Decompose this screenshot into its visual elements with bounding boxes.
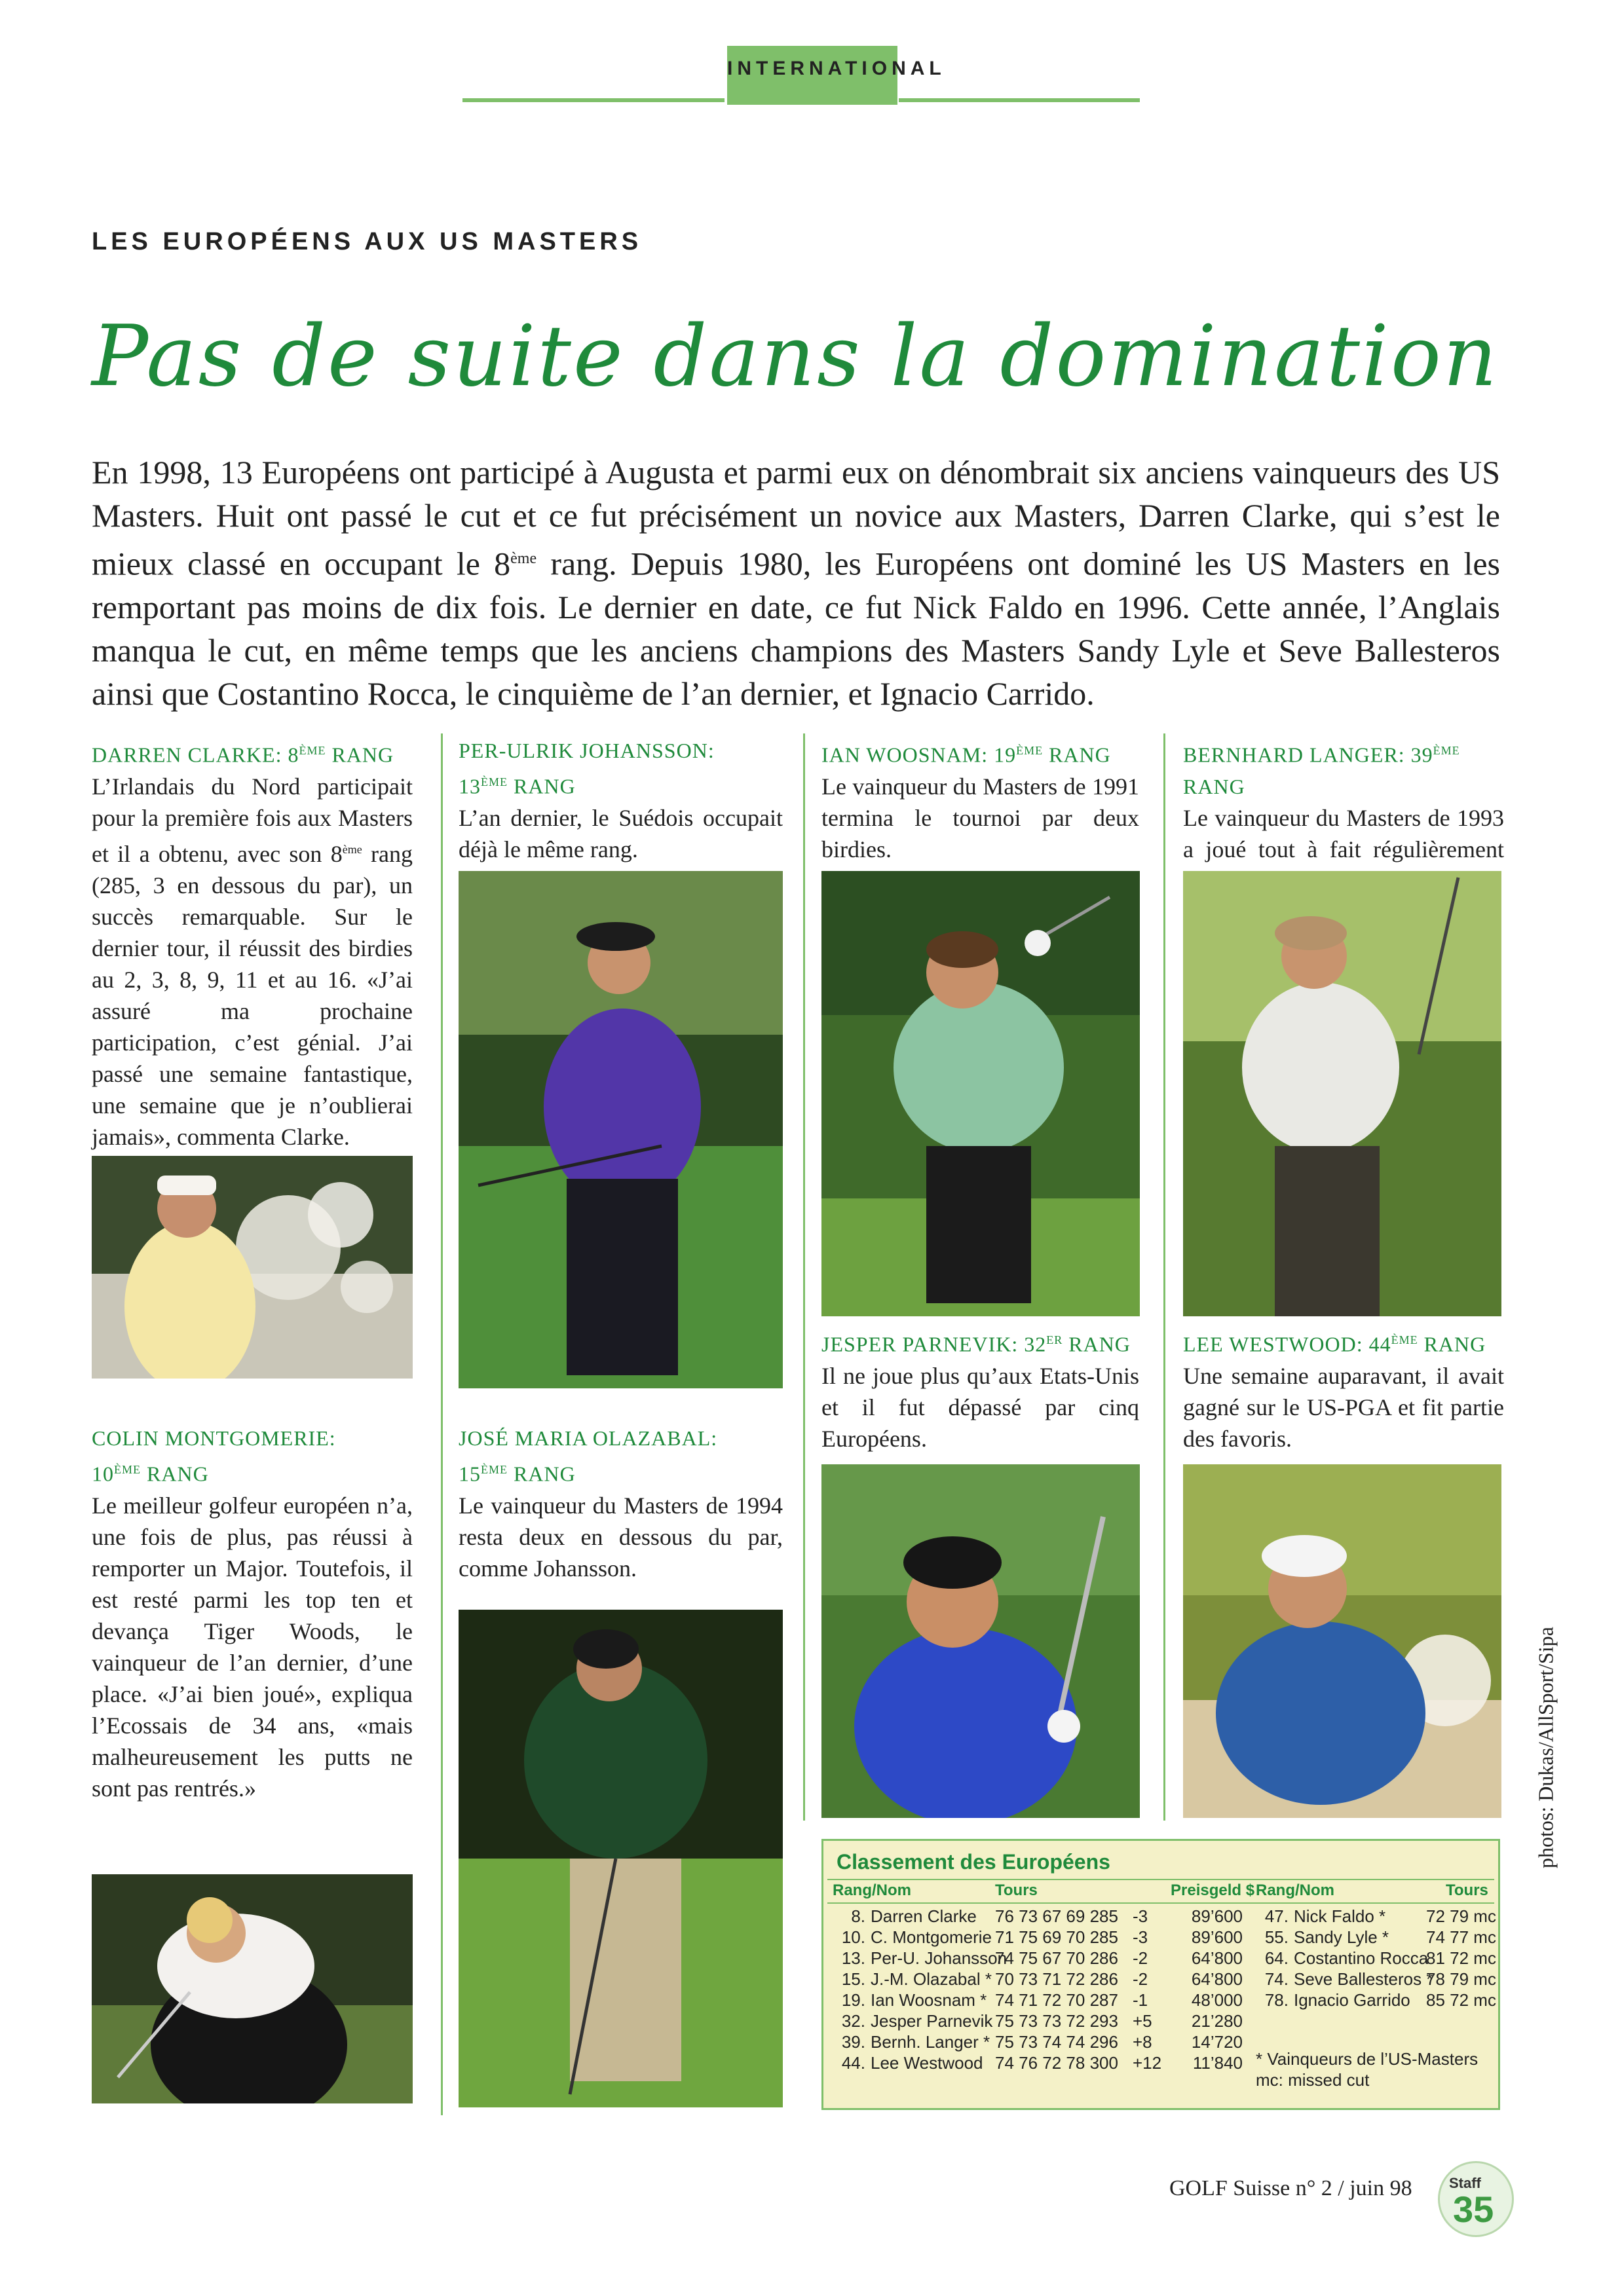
player-text-olazabal: Le vainqueur du Masters de 1994 resta deux en dessous du par, comme Johansson. bbox=[459, 1492, 783, 1582]
left-row-prize: 21’280 bbox=[1191, 2011, 1243, 2031]
right-row-rank: 74. bbox=[1264, 1969, 1289, 1989]
right-row-rank: 47. bbox=[1264, 1906, 1289, 1926]
photo-montgomerie bbox=[92, 1874, 413, 2103]
article-woosnam bbox=[821, 735, 1139, 865]
player-name-montgomerie: COLIN MONTGOMERIE: 10ÈME RANG bbox=[92, 1426, 336, 1486]
photo-credit: photos: Dukas/AllSport/Sipa bbox=[1534, 1627, 1558, 1868]
right-row-name: Seve Ballesteros * bbox=[1294, 1969, 1433, 1989]
column-divider bbox=[441, 733, 443, 2115]
left-row-tours: 74 76 72 78 300 bbox=[995, 2053, 1118, 2073]
left-row-par: -1 bbox=[1133, 1990, 1148, 2010]
player-text-johansson: L’an dernier, le Suédois occupait déjà le même rang. bbox=[459, 804, 783, 862]
player-text-parnevik: Il ne joue plus qu’aux Etats-Unis et il fut dépassé par cinq Européens. bbox=[821, 1362, 1139, 1452]
header-tours: Tours bbox=[995, 1881, 1038, 1899]
player-text-westwood: Une semaine auparavant, il avait gagné sur le US-PGA et fit partie des favoris. bbox=[1183, 1362, 1504, 1452]
lede-paragraph bbox=[92, 451, 1500, 715]
standings-head-rule bbox=[827, 1902, 1494, 1904]
standings-note-winners: * Vainqueurs de l’US-Masters bbox=[1256, 2049, 1479, 2069]
right-row-name: Costantino Rocca bbox=[1294, 1948, 1429, 1968]
left-row-name: Jesper Parnevik bbox=[871, 2011, 993, 2031]
left-row-prize: 64’800 bbox=[1191, 1969, 1243, 1989]
footer-issue: GOLF Suisse n° 2 / juin 98 bbox=[1169, 2176, 1412, 2200]
headline: Pas de suite dans la domination bbox=[92, 308, 1499, 405]
player-name-woosnam: IAN WOOSNAM: 19ÈME RANG bbox=[821, 743, 1111, 767]
right-row-name: Nick Faldo * bbox=[1294, 1906, 1386, 1926]
left-row-tours: 70 73 71 72 286 bbox=[995, 1969, 1118, 1989]
article-olazabal bbox=[459, 1422, 783, 1584]
page-badge bbox=[1438, 2161, 1514, 2237]
header-rule-right bbox=[899, 98, 1140, 102]
photo-johansson bbox=[459, 871, 783, 1388]
player-text-montgomerie: Le meilleur golfeur européen n’a, une fois de plus, pas réussi à remporter un Major. Toutefois, il est resté parmi les top ten et devança Tiger Woods, le vainqueur de l’an dernier, d’une place. «J’ai bien joué», expliqua l’Ecossais de 34 ans, «mais malheureusement les putts ne sont pas rentrés.» bbox=[92, 1492, 413, 1802]
left-row-prize: 48’000 bbox=[1191, 1990, 1243, 2010]
kicker: LES EUROPÉENS AUX US MASTERS bbox=[92, 228, 643, 255]
left-row-tours: 74 75 67 70 286 bbox=[995, 1948, 1118, 1968]
right-row-tours: 81 72 mc bbox=[1426, 1948, 1496, 1968]
standings-table bbox=[821, 1839, 1500, 2110]
player-name-parnevik: JESPER PARNEVIK: 32ER RANG bbox=[821, 1332, 1131, 1356]
left-row-par: +5 bbox=[1133, 2011, 1152, 2031]
lede-part2: rang. Depuis 1980, les Européens ont dominé les US Masters en les remportant pas moins de dix fois. Le dernier en date, ce fut Nick Faldo en 1996. Cette année, l’Anglais manqua le cut, en même temps que les anciens champions des Masters Sandy Lyle et Seve Ballesteros ainsi que Costantino Rocca, le cinquième de l’an dernier, et Ignacio Carrido. bbox=[92, 545, 1501, 712]
lede-sup: ème bbox=[510, 550, 537, 567]
right-row-name: Ignacio Garrido bbox=[1294, 1990, 1410, 2010]
left-row-prize: 14’720 bbox=[1191, 2032, 1243, 2052]
left-row-name: J.-M. Olazabal * bbox=[871, 1969, 992, 1989]
header-rang-nom-2: Rang/Nom bbox=[1256, 1881, 1334, 1899]
player-name-clarke: DARREN CLARKE: 8ÈME RANG bbox=[92, 743, 394, 767]
left-row-prize: 89’600 bbox=[1191, 1906, 1243, 1926]
player-text-clarke: L’Irlandais du Nord participait pour la première fois aux Masters et il a obtenu, avec son 8ème rang (285, 3 en dessous du par), un succès remarquable. Sur le dernier tour, il réussit des birdies au 2, 3, 8, 9, 11 et au 16. «J’ai assuré ma prochaine participation, c’est génial. J’ai passé une semaine fantastique, une semaine que je n’oublierai jamais», commenta Clarke. bbox=[92, 773, 413, 1150]
standings-title: Classement des Européens bbox=[837, 1850, 1110, 1874]
photo-parnevik bbox=[821, 1464, 1140, 1818]
left-row-tours: 75 73 74 74 296 bbox=[995, 2032, 1118, 2052]
section-tag bbox=[727, 46, 946, 105]
left-row-par: +12 bbox=[1133, 2053, 1162, 2073]
left-row-par: +8 bbox=[1133, 2032, 1152, 2052]
left-row-tours: 74 71 72 70 287 bbox=[995, 1990, 1118, 2010]
right-row-rank: 55. bbox=[1264, 1927, 1289, 1947]
header-rang-nom: Rang/Nom bbox=[833, 1881, 911, 1899]
article-westwood bbox=[1183, 1324, 1504, 1454]
left-row-prize: 11’840 bbox=[1192, 2053, 1243, 2073]
player-text-langer: Le vainqueur du Masters de 1993 a joué tout à fait régulièrement bbox=[1183, 804, 1504, 862]
right-row-tours: 74 77 mc bbox=[1426, 1927, 1496, 1947]
left-row-name: Per-U. Johansson bbox=[871, 1948, 1008, 1968]
left-row-rank: 10. bbox=[841, 1927, 865, 1947]
section-label: INTERNATIONAL bbox=[727, 58, 946, 79]
left-row-par: -2 bbox=[1133, 1948, 1148, 1968]
standings-note-mc: mc: missed cut bbox=[1256, 2070, 1370, 2090]
right-row-tours: 85 72 mc bbox=[1426, 1990, 1496, 2010]
header-rule-left bbox=[462, 98, 725, 102]
right-row-name: Sandy Lyle * bbox=[1294, 1927, 1389, 1947]
left-row-name: Bernh. Langer * bbox=[871, 2032, 990, 2052]
left-row-name: Lee Westwood bbox=[871, 2053, 983, 2073]
photo-langer bbox=[1183, 871, 1501, 1316]
left-row-rank: 32. bbox=[841, 2011, 865, 2031]
header-preisgeld: Preisgeld $ bbox=[1171, 1881, 1255, 1899]
player-text-woosnam: Le vainqueur du Masters de 1991 termina le tournoi par deux birdies. bbox=[821, 773, 1139, 862]
page-number: 35 bbox=[1453, 2189, 1494, 2230]
photo-westwood bbox=[1183, 1464, 1501, 1818]
left-row-tours: 76 73 67 69 285 bbox=[995, 1906, 1118, 1926]
article-johansson bbox=[459, 735, 783, 865]
left-row-rank: 19. bbox=[841, 1990, 865, 2010]
left-row-par: -2 bbox=[1133, 1969, 1148, 1989]
standings-rule bbox=[827, 1879, 1494, 1880]
left-row-name: Darren Clarke bbox=[871, 1906, 977, 1926]
player-name-johansson: PER-ULRIK JOHANSSON: 13ÈME RANG bbox=[459, 739, 715, 798]
left-row-name: Ian Woosnam * bbox=[871, 1990, 987, 2010]
right-row-rank: 78. bbox=[1264, 1990, 1289, 2010]
right-row-tours: 72 79 mc bbox=[1426, 1906, 1496, 1926]
left-row-rank: 8. bbox=[851, 1906, 865, 1926]
photo-clarke bbox=[92, 1156, 413, 1379]
left-row-par: -3 bbox=[1133, 1927, 1148, 1947]
header-tours-2: Tours bbox=[1446, 1881, 1488, 1899]
left-row-rank: 15. bbox=[841, 1969, 865, 1989]
photo-olazabal bbox=[459, 1610, 783, 2107]
article-clarke bbox=[92, 735, 413, 1153]
left-row-rank: 39. bbox=[841, 2032, 865, 2052]
left-row-tours: 75 73 73 72 293 bbox=[995, 2011, 1118, 2031]
article-montgomerie bbox=[92, 1422, 413, 1804]
column-divider bbox=[803, 733, 805, 1821]
player-name-langer: BERNHARD LANGER: 39ÈME RANG bbox=[1183, 743, 1460, 798]
left-row-prize: 64’800 bbox=[1191, 1948, 1243, 1968]
player-name-olazabal: JOSÉ MARIA OLAZABAL: 15ÈME RANG bbox=[459, 1426, 718, 1486]
column-divider bbox=[1163, 733, 1165, 1821]
left-row-name: C. Montgomerie bbox=[871, 1927, 992, 1947]
lede-part1: En 1998, 13 Européens ont participé à Augusta et parmi eux on dénombrait six anciens vainqueurs des US Masters. Huit ont passé le cut et ce fut précisément un novice aux Masters, Darren Clarke, qui s’est le mieux classé en occupant le 8 bbox=[92, 454, 1500, 582]
left-row-prize: 89’600 bbox=[1191, 1927, 1243, 1947]
left-row-rank: 44. bbox=[841, 2053, 865, 2073]
photo-woosnam bbox=[821, 871, 1140, 1316]
left-row-rank: 13. bbox=[841, 1948, 865, 1968]
left-row-tours: 71 75 69 70 285 bbox=[995, 1927, 1118, 1947]
article-parnevik bbox=[821, 1324, 1139, 1454]
right-row-rank: 64. bbox=[1264, 1948, 1289, 1968]
staff-logo: Staff bbox=[1449, 2175, 1481, 2191]
left-row-par: -3 bbox=[1133, 1906, 1148, 1926]
player-name-westwood: LEE WESTWOOD: 44ÈME RANG bbox=[1183, 1332, 1486, 1356]
right-row-tours: 78 79 mc bbox=[1426, 1969, 1496, 1989]
